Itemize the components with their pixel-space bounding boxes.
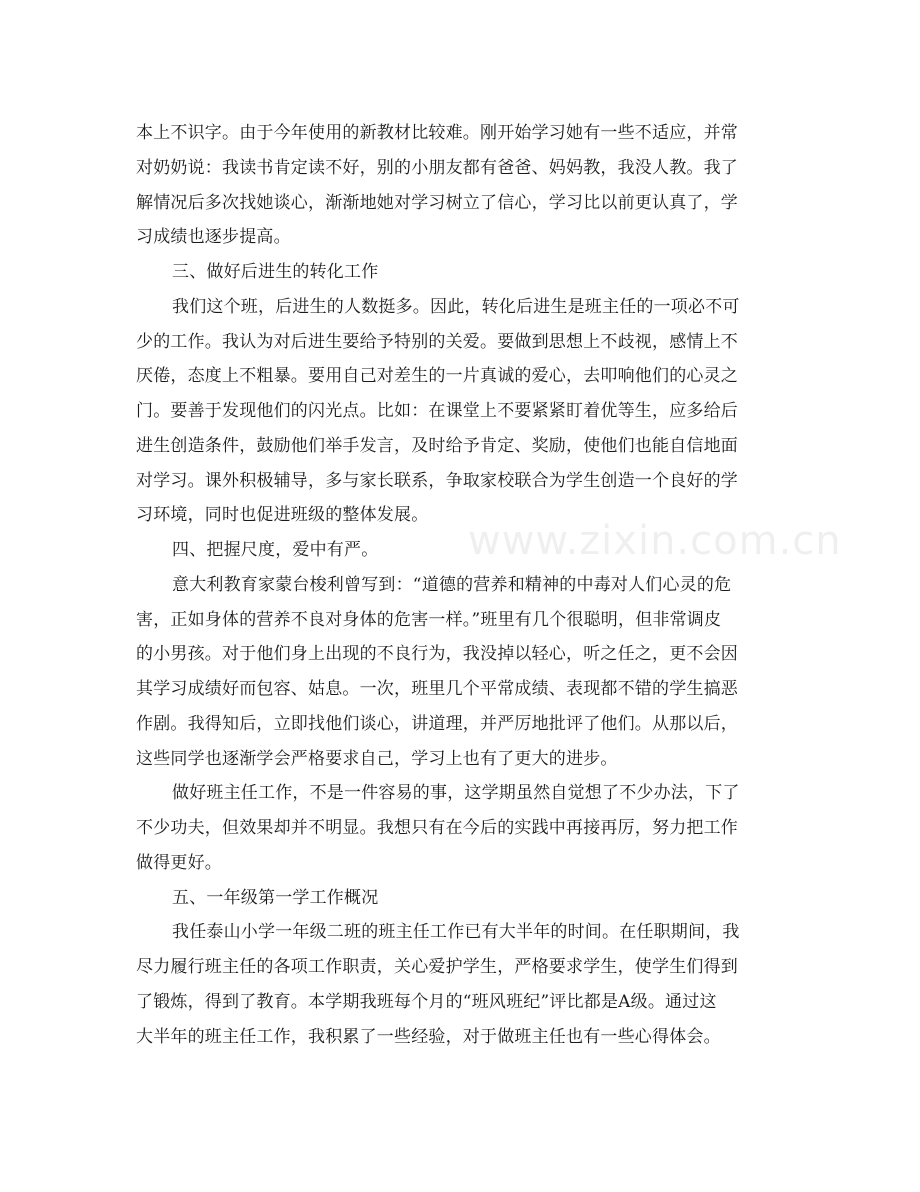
text-line: 对学习。课外积极辅导，多与家长联系，争取家校联合为学生创造一个良好的学 (136, 470, 738, 491)
text-line: 意大利教育家蒙台梭利曾写到：“道德的营养和精神的中毒对人们心灵的危 (172, 574, 732, 595)
text-line: 我们这个班，后进生的人数挺多。因此，转化后进生是班主任的一项必不可 (172, 296, 740, 317)
watermark: www.zixin.com.cn (468, 518, 842, 564)
text-line: 做好班主任工作，不是一件容易的事，这学期虽然自觉想了不少办法，下了 (172, 783, 740, 804)
text-line: 三、做好后进生的转化工作 (172, 262, 379, 282)
text-line: 这些同学也逐渐学会严格要求自己，学习上也有了更大的进步。 (136, 748, 618, 769)
text-line: 习成绩也逐步提高。 (136, 227, 291, 248)
text-line: 做得更好。 (136, 852, 222, 873)
text-line: 少的工作。我认为对后进生要给予特别的关爱。要做到思想上不歧视，感情上不 (136, 331, 738, 352)
text-line: 四、把握尺度，爱中有严。 (172, 540, 379, 560)
text-line: 尽力履行班主任的各项工作职责，关心爱护学生，严格要求学生，使学生们得到 (136, 957, 738, 977)
text-line: 厌倦，态度上不粗暴。要用自己对差生的一片真诚的爱心，去叩响他们的心灵之 (136, 366, 738, 387)
text-line: 本上不识字。由于今年使用的新教材比较难。刚开始学习她有一些不适应，并常 (136, 123, 738, 143)
text-line: 门。要善于发现他们的闪光点。比如：在课堂上不要紧紧盯着优等生，应多给后 (136, 401, 738, 421)
text-line: 了锻炼，得到了教育。本学期我班每个月的“班风班纪”评比都是A级。通过这 (136, 991, 717, 1012)
text-line: 习环境，同时也促进班级的整体发展。 (136, 505, 429, 526)
text-line: 害，正如身体的营养不良对身体的危害一样。”班里有几个很聪明，但非常调皮 (136, 609, 722, 630)
text-line: 大半年的班主任工作，我积累了一些经验，对于做班主任也有一些心得体会。 (136, 1026, 721, 1047)
text-line: 不少功夫，但效果却并不明显。我想只有在今后的实践中再接再厉，努力把工作 (136, 818, 738, 838)
text-line: 解情况后多次找她谈心，渐渐地她对学习树立了信心，学习比以前更认真了，学 (136, 192, 738, 213)
text-line: 作剧。我得知后，立即找他们谈心，讲道理，并严厉地批评了他们。从那以后， (136, 713, 738, 734)
text-line: 其学习成绩好而包容、姑息。一次，班里几个平常成绩、表现都不错的学生搞恶 (136, 679, 738, 699)
text-line: 对奶奶说：我读书肯定读不好，别的小朋友都有爸爸、妈妈教，我没人教。我了 (136, 157, 738, 178)
document-body (136, 116, 786, 1054)
text-line: 的小男孩。对于他们身上出现的不良行为，我没掉以轻心，听之任之，更不会因 (136, 644, 738, 665)
text-line: 进生创造条件，鼓励他们举手发言，及时给予肯定、奖励，使他们也能自信地面 (136, 435, 738, 456)
text-line: 五、一年级第一学工作概况 (172, 887, 379, 908)
text-line: 我任泰山小学一年级二班的班主任工作已有大半年的时间。在任职期间，我 (172, 922, 740, 943)
